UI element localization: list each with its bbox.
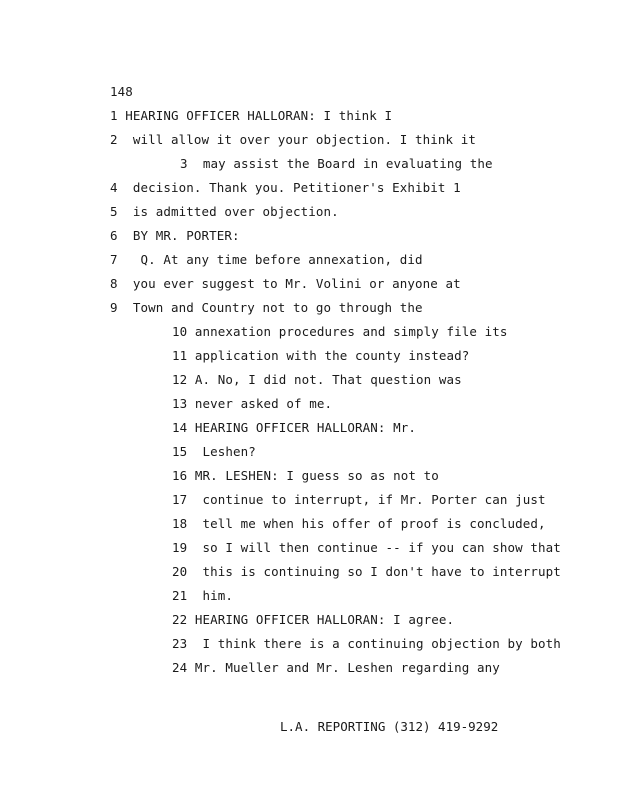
page-number: 148: [110, 84, 133, 99]
transcript-line-24: 24 Mr. Mueller and Mr. Leshen regarding any: [172, 660, 500, 675]
transcript-line-15: 15 Leshen?: [172, 444, 256, 459]
transcript-line-19: 19 so I will then continue -- if you can show that: [172, 540, 561, 555]
transcript-line-22: 22 HEARING OFFICER HALLORAN: I agree.: [172, 612, 455, 627]
transcript-line-13: 13 never asked of me.: [172, 396, 333, 411]
transcript-line-4: 4 decision. Thank you. Petitioner's Exhibit 1: [110, 180, 461, 195]
transcript-line-10: 10 annexation procedures and simply file its: [172, 324, 508, 339]
transcript-line-9: 9 Town and Country not to go through the: [110, 300, 423, 315]
transcript-line-16: 16 MR. LESHEN: I guess so as not to: [172, 468, 439, 483]
transcript-line-7: 7 Q. At any time before annexation, did: [110, 252, 423, 267]
transcript-line-20: 20 this is continuing so I don't have to interrupt: [172, 564, 561, 579]
transcript-line-5: 5 is admitted over objection.: [110, 204, 339, 219]
transcript-line-1: 1 HEARING OFFICER HALLORAN: I think I: [110, 108, 393, 123]
transcript-line-23: 23 I think there is a continuing objection by both: [172, 636, 561, 651]
transcript-line-12: 12 A. No, I did not. That question was: [172, 372, 462, 387]
transcript-line-2: 2 will allow it over your objection. I think it: [110, 132, 477, 147]
transcript-line-6: 6 BY MR. PORTER:: [110, 228, 240, 243]
transcript-line-8: 8 you ever suggest to Mr. Volini or anyone at: [110, 276, 461, 291]
transcript-line-14: 14 HEARING OFFICER HALLORAN: Mr.: [172, 420, 417, 435]
transcript-line-18: 18 tell me when his offer of proof is concluded,: [172, 516, 546, 531]
transcript-line-11: 11 application with the county instead?: [172, 348, 470, 363]
transcript-line-21: 21 him.: [172, 588, 234, 603]
transcript-line-3: 3 may assist the Board in evaluating the: [180, 156, 493, 171]
transcript-line-17: 17 continue to interrupt, if Mr. Porter can just: [172, 492, 546, 507]
reporter-footer: L.A. REPORTING (312) 419-9292: [280, 719, 499, 734]
